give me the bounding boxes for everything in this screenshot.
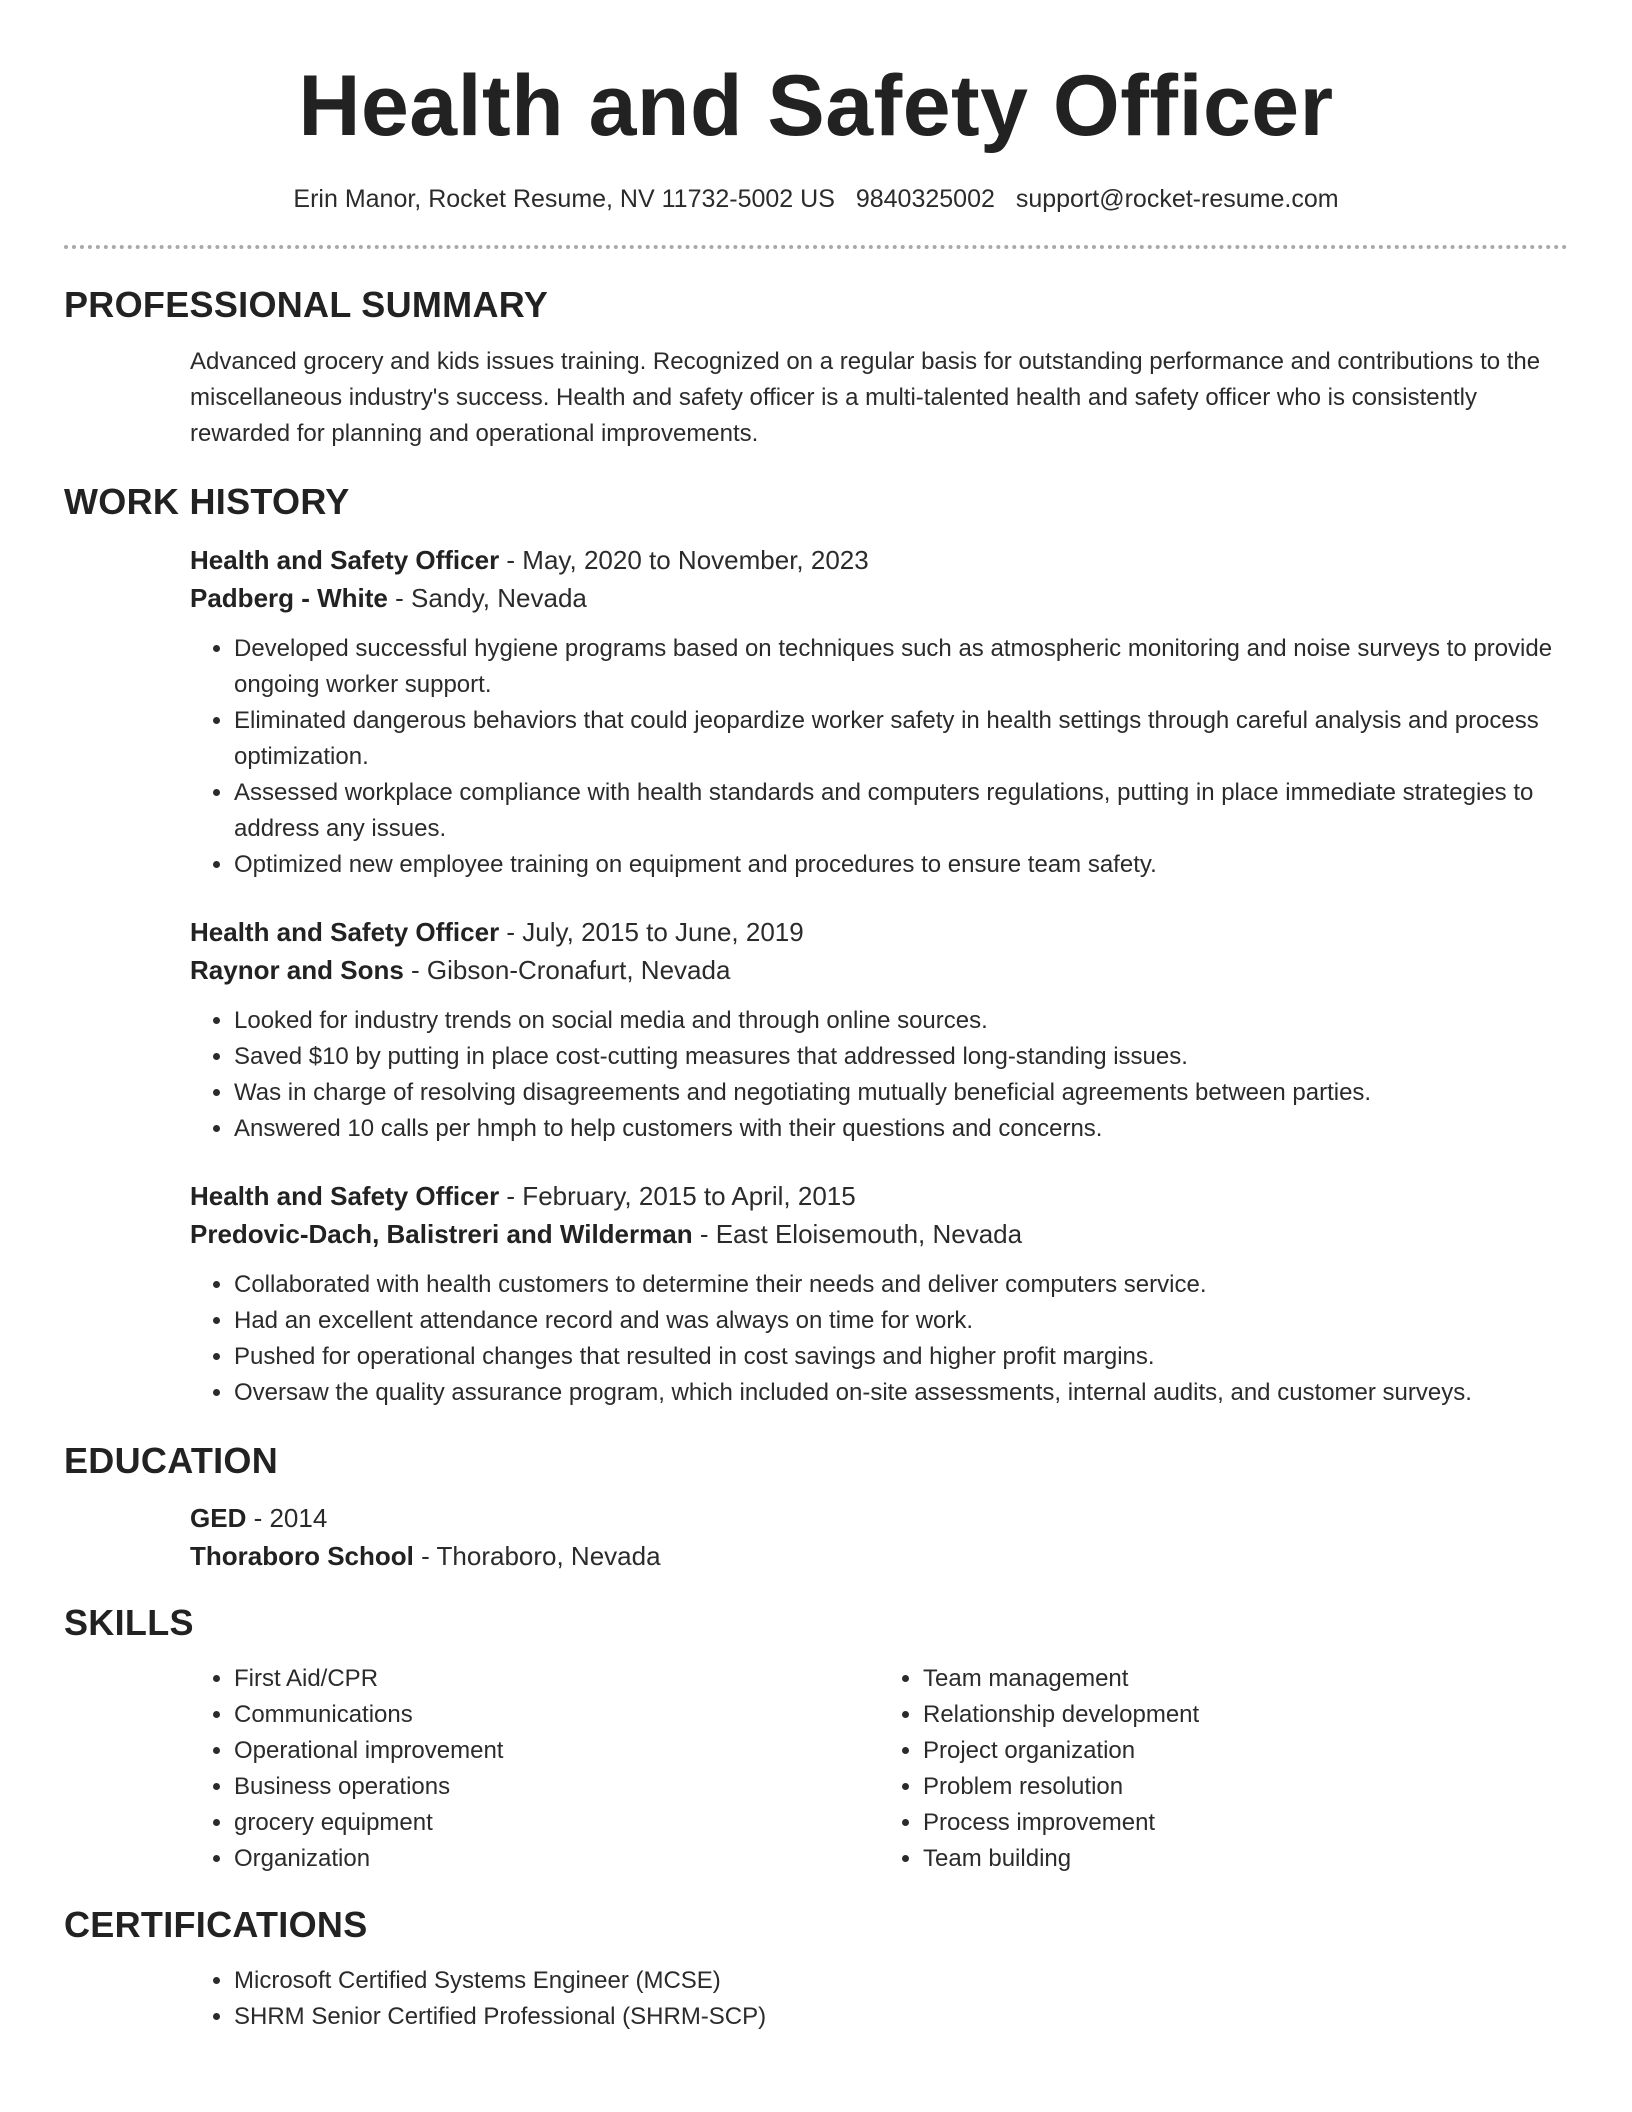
job-title-line	[190, 913, 1568, 951]
job-company-line	[190, 579, 1568, 617]
skills-grid	[190, 1661, 1568, 1877]
list-item: • Oversaw the quality assurance program, which included on-site assessments, internal audits, and customer surveys.	[234, 1375, 1568, 1411]
job-title-line	[190, 541, 1568, 579]
list-item: • Assessed workplace compliance with health standards and computers regulations, putting in place immediate strategies to address any issues.	[234, 775, 1568, 847]
list-item: • Optimized new employee training on equipment and procedures to ensure team safety.	[234, 847, 1568, 883]
list-item: • Relationship development	[923, 1697, 1568, 1733]
work-history-heading: WORK HISTORY	[64, 481, 350, 522]
certifications-heading: CERTIFICATIONS	[64, 1904, 368, 1945]
certifications-list	[190, 1963, 1568, 2035]
list-item: • Communications	[234, 1697, 879, 1733]
job-bullets	[190, 631, 1568, 883]
summary-section	[64, 283, 1568, 452]
list-item: • Operational improvement	[234, 1733, 879, 1769]
list-item: • Collaborated with health customers to determine their needs and deliver computers service.	[234, 1267, 1568, 1303]
education-year: - 2014	[246, 1503, 328, 1533]
education-degree: GED	[190, 1503, 247, 1533]
job-company-line	[190, 951, 1568, 989]
job-title-line	[190, 1177, 1568, 1215]
job-entry	[190, 1177, 1568, 1411]
education-school-line	[190, 1537, 1568, 1575]
list-item: • Looked for industry trends on social media and through online sources.	[234, 1003, 1568, 1039]
list-item: • Team building	[923, 1841, 1568, 1877]
skills-section	[64, 1601, 1568, 1877]
list-item: • Saved $10 by putting in place cost-cutting measures that addressed long-standing issues.	[234, 1039, 1568, 1075]
summary-heading: PROFESSIONAL SUMMARY	[64, 284, 549, 325]
list-item: • Answered 10 calls per hmph to help customers with their questions and concerns.	[234, 1111, 1568, 1147]
list-item: • SHRM Senior Certified Professional (SHRM-SCP)	[234, 1999, 1568, 2035]
job-location: - Sandy, Nevada	[387, 583, 587, 613]
education-location: - Thoraboro, Nevada	[413, 1541, 661, 1571]
skills-list-left	[190, 1661, 879, 1877]
education-degree-line	[190, 1499, 1568, 1537]
resume-header	[64, 0, 1568, 249]
job-dates: - February, 2015 to April, 2015	[499, 1181, 856, 1211]
header-divider	[64, 245, 1568, 249]
contact-address: Erin Manor, Rocket Resume, NV 11732-5002 US	[293, 185, 835, 213]
job-role: Health and Safety Officer	[190, 917, 500, 947]
list-item: • Microsoft Certified Systems Engineer (MCSE)	[234, 1963, 1568, 1999]
list-item: • Business operations	[234, 1769, 879, 1805]
contact-phone: 9840325002	[855, 185, 995, 213]
list-item: • grocery equipment	[234, 1805, 879, 1841]
list-item: • Was in charge of resolving disagreements and negotiating mutually beneficial agreements between parties.	[234, 1075, 1568, 1111]
contact-email: support@rocket-resume.com	[1015, 185, 1339, 213]
list-item: • Developed successful hygiene programs based on techniques such as atmospheric monitoring and noise surveys to provide ongoing worker support.	[234, 631, 1568, 703]
education-heading: EDUCATION	[64, 1440, 279, 1481]
job-role: Health and Safety Officer	[190, 545, 500, 575]
job-entry	[190, 541, 1568, 883]
certifications-section	[64, 1903, 1568, 2035]
education-section	[64, 1439, 1568, 1575]
skills-list-right	[879, 1661, 1568, 1877]
job-company: Predovic-Dach, Balistreri and Wilderman	[190, 1219, 693, 1249]
job-company: Padberg - White	[190, 583, 388, 613]
job-company-line	[190, 1215, 1568, 1253]
list-item: • Had an excellent attendance record and was always on time for work.	[234, 1303, 1568, 1339]
summary-text: Advanced grocery and kids issues training. Recognized on a regular basis for outstanding performance and contributions to the miscellaneous industry's success. Health and safety officer is a multi-talented health and safety officer who is consistently rewarded for planning and operational improvements.	[190, 348, 1541, 447]
candidate-title: Health and Safety Officer	[298, 58, 1334, 154]
job-bullets	[190, 1003, 1568, 1147]
list-item: • Problem resolution	[923, 1769, 1568, 1805]
education-school: Thoraboro School	[190, 1541, 414, 1571]
list-item: • Organization	[234, 1841, 879, 1877]
job-location: - East Eloisemouth, Nevada	[692, 1219, 1023, 1249]
contact-line	[64, 182, 1568, 216]
list-item: • First Aid/CPR	[234, 1661, 879, 1697]
work-history-section	[64, 480, 1568, 1411]
job-location: - Gibson-Cronafurt, Nevada	[403, 955, 731, 985]
job-dates: - July, 2015 to June, 2019	[499, 917, 804, 947]
job-company: Raynor and Sons	[190, 955, 404, 985]
list-item: • Eliminated dangerous behaviors that could jeopardize worker safety in health settings through careful analysis and process optimization.	[234, 703, 1568, 775]
list-item: • Process improvement	[923, 1805, 1568, 1841]
list-item: • Team management	[923, 1661, 1568, 1697]
job-entry	[190, 913, 1568, 1147]
list-item: • Project organization	[923, 1733, 1568, 1769]
job-dates: - May, 2020 to November, 2023	[499, 545, 869, 575]
skills-heading: SKILLS	[64, 1602, 194, 1643]
list-item: • Pushed for operational changes that resulted in cost savings and higher profit margins.	[234, 1339, 1568, 1375]
job-bullets	[190, 1267, 1568, 1411]
job-role: Health and Safety Officer	[190, 1181, 500, 1211]
